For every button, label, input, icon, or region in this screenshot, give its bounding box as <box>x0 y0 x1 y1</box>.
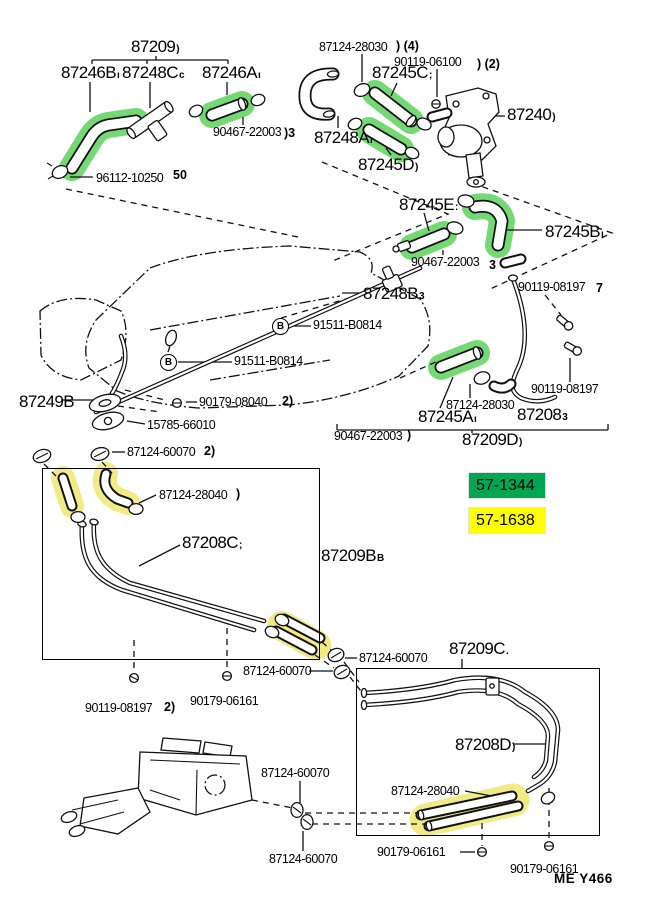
part-label-87248b: 87248B3 <box>363 284 424 303</box>
part-label-90179-08040: 90179-08040 <box>199 395 268 409</box>
bolt <box>130 674 139 683</box>
qty-mark: 2) <box>204 444 216 458</box>
part-label-87209: 87209) <box>131 37 180 56</box>
part-label-87208d: 87208D) <box>455 735 515 754</box>
part-label-87208: 872083 <box>517 405 568 424</box>
qty-mark: ) (4) <box>396 39 419 53</box>
color-code-badge-yellow: 57-1638 <box>468 507 546 534</box>
bolt <box>478 848 487 857</box>
pipe-87249b-flange <box>87 391 125 433</box>
t-connector-87248c <box>125 100 184 153</box>
part-label-87124-60070: 87124-60070 <box>261 766 330 780</box>
part-label-87245c: 87245C; <box>372 63 432 82</box>
part-label-90467-22003: 90467-22003 <box>411 255 480 269</box>
qty-mark: 7 <box>596 281 603 295</box>
part-label-91511-b0814: 91511-B0814 <box>313 318 382 332</box>
part-label-87124-28040: 87124-28040 <box>391 784 460 798</box>
qty-mark: 2) <box>282 394 294 408</box>
part-label-91511-b0814: 91511-B0814 <box>234 354 303 368</box>
part-label-87208c: 87208C; <box>182 533 242 552</box>
part-label-87245d: 87245D) <box>358 155 418 174</box>
part-label-15785-66010: 15785-66010 <box>147 418 216 432</box>
circled-b-symbol: B <box>272 318 289 335</box>
part-label-87245e: 87245E: <box>399 195 458 214</box>
part-label-87246a: 87246Aı <box>202 63 261 82</box>
part-label-87124-28030: 87124-28030 <box>446 398 515 412</box>
part-label-87124-28040: 87124-28040 <box>159 488 228 502</box>
qty-mark: )3 <box>284 126 296 140</box>
part-label-87124-60070: 87124-60070 <box>127 445 196 459</box>
part-label-87240: 87240) <box>507 105 556 124</box>
figure-code: ME Y466 <box>554 871 613 886</box>
valve-87240 <box>432 88 499 187</box>
color-code-badge-green: 57-1344 <box>468 472 546 499</box>
bolt <box>173 399 182 408</box>
part-label-90467-22003: 90467-22003 <box>334 429 403 443</box>
part-label-87209d: 87209D) <box>462 430 522 449</box>
bolt <box>545 842 554 851</box>
part-label-90179-06161: 90179-06161 <box>190 694 259 708</box>
part-label-96112-10250: 96112-10250 <box>96 171 164 185</box>
part-label-87245a: 87245Aı <box>418 407 477 426</box>
heater-unit <box>60 738 252 838</box>
part-label-87246b: 87246Bı <box>61 63 120 82</box>
part-label-87124-60070: 87124-60070 <box>269 852 338 866</box>
part-label-90119-08197: 90119-08197 <box>518 280 586 294</box>
qty-mark: ) (2) <box>477 57 500 71</box>
part-label-90119-06100: 90119-06100 <box>394 55 462 69</box>
qty-mark: 50 <box>173 168 187 182</box>
part-label-90179-06161: 90179-06161 <box>377 845 446 859</box>
part-label-87124-60070: 87124-60070 <box>359 651 428 665</box>
part-label-87248c: 87248Cc <box>122 63 184 82</box>
qty-mark: 2) <box>164 700 176 714</box>
bolt <box>432 100 440 108</box>
part-label-87248a: 87248Aı <box>314 128 373 147</box>
qty-mark: ) <box>407 428 412 442</box>
circled-b-symbol: B <box>160 354 177 371</box>
qty-mark: ) <box>236 487 241 501</box>
part-label-87124-60070: 87124-60070 <box>243 664 312 678</box>
qty-mark: 3 <box>489 258 496 272</box>
part-label-90467-22003: 90467-22003 <box>213 125 282 139</box>
part-label-87245b: 87245Bı <box>545 222 604 241</box>
part-label-87124-28030: 87124-28030 <box>319 40 388 54</box>
part-label-90119-08197: 90119-08197 <box>531 382 599 396</box>
part-label-87249b: 87249B <box>19 392 75 411</box>
bolt <box>223 672 232 681</box>
part-label-90119-08197: 90119-08197 <box>85 701 153 715</box>
part-label-87209c: 87209C. <box>449 639 509 658</box>
part-label-90179-06161: 90179-06161 <box>510 862 579 876</box>
part-label-87209b: 87209BB <box>321 546 384 565</box>
